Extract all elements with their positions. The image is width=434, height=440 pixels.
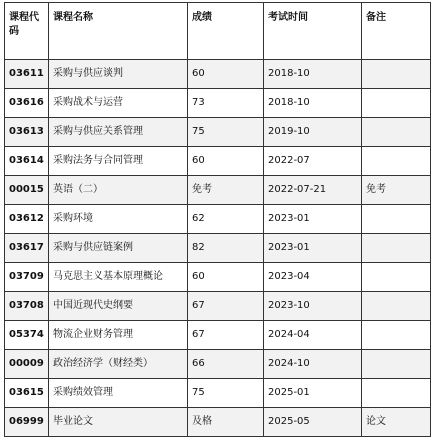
exam-time-cell: 2025-01 bbox=[264, 379, 362, 408]
exam-time-cell: 2024-04 bbox=[264, 321, 362, 350]
table-row bbox=[5, 205, 431, 234]
course-code-cell: 03615 bbox=[5, 379, 49, 408]
course-name-cell: 采购与供应链案例 bbox=[49, 234, 188, 263]
course-name-cell: 中国近现代史纲要 bbox=[49, 292, 188, 321]
score-cell: 免考 bbox=[188, 176, 264, 205]
exam-time-cell: 2024-10 bbox=[264, 350, 362, 379]
course-code-cell: 03616 bbox=[5, 89, 49, 118]
score-cell: 67 bbox=[188, 321, 264, 350]
course-code-cell: 03614 bbox=[5, 147, 49, 176]
table-row bbox=[5, 408, 431, 437]
table-row bbox=[5, 350, 431, 379]
header-score: 成绩 bbox=[188, 3, 264, 60]
table-row bbox=[5, 379, 431, 408]
grades-table-container bbox=[4, 2, 431, 437]
table-row bbox=[5, 176, 431, 205]
exam-time-cell: 2022-07 bbox=[264, 147, 362, 176]
score-cell: 73 bbox=[188, 89, 264, 118]
note-cell bbox=[362, 321, 431, 350]
course-name-cell: 采购环境 bbox=[49, 205, 188, 234]
table-row bbox=[5, 292, 431, 321]
exam-time-cell: 2023-04 bbox=[264, 263, 362, 292]
header-exam-time: 考试时间 bbox=[264, 3, 362, 60]
course-code-cell: 03612 bbox=[5, 205, 49, 234]
course-name-cell: 马克思主义基本原理概论 bbox=[49, 263, 188, 292]
course-name-cell: 采购与供应关系管理 bbox=[49, 118, 188, 147]
score-cell: 75 bbox=[188, 379, 264, 408]
course-code-cell: 03617 bbox=[5, 234, 49, 263]
exam-time-cell: 2018-10 bbox=[264, 60, 362, 89]
course-name-cell: 政治经济学（财经类） bbox=[49, 350, 188, 379]
note-cell bbox=[362, 263, 431, 292]
table-row bbox=[5, 234, 431, 263]
course-code-cell: 00015 bbox=[5, 176, 49, 205]
table-row bbox=[5, 89, 431, 118]
note-cell bbox=[362, 60, 431, 89]
note-cell bbox=[362, 234, 431, 263]
course-name-cell: 采购法务与合同管理 bbox=[49, 147, 188, 176]
header-row bbox=[5, 3, 431, 60]
note-cell: 免考 bbox=[362, 176, 431, 205]
note-cell bbox=[362, 292, 431, 321]
course-code-cell: 06999 bbox=[5, 408, 49, 437]
note-cell bbox=[362, 147, 431, 176]
note-cell: 论文 bbox=[362, 408, 431, 437]
header-course-name: 课程名称 bbox=[49, 3, 188, 60]
note-cell bbox=[362, 118, 431, 147]
exam-time-cell: 2023-01 bbox=[264, 205, 362, 234]
score-cell: 62 bbox=[188, 205, 264, 234]
note-cell bbox=[362, 350, 431, 379]
exam-time-cell: 2019-10 bbox=[264, 118, 362, 147]
exam-time-cell: 2022-07-21 bbox=[264, 176, 362, 205]
course-code-cell: 05374 bbox=[5, 321, 49, 350]
course-name-cell: 毕业论文 bbox=[49, 408, 188, 437]
course-code-cell: 03613 bbox=[5, 118, 49, 147]
course-code-cell: 00009 bbox=[5, 350, 49, 379]
score-cell: 67 bbox=[188, 292, 264, 321]
score-cell: 60 bbox=[188, 147, 264, 176]
table-row bbox=[5, 118, 431, 147]
score-cell: 60 bbox=[188, 60, 264, 89]
course-code-cell: 03709 bbox=[5, 263, 49, 292]
course-name-cell: 采购绩效管理 bbox=[49, 379, 188, 408]
course-name-cell: 物流企业财务管理 bbox=[49, 321, 188, 350]
exam-time-cell: 2023-01 bbox=[264, 234, 362, 263]
table-row bbox=[5, 147, 431, 176]
course-code-cell: 03611 bbox=[5, 60, 49, 89]
note-cell bbox=[362, 379, 431, 408]
table-row bbox=[5, 60, 431, 89]
course-name-cell: 英语（二） bbox=[49, 176, 188, 205]
exam-time-cell: 2018-10 bbox=[264, 89, 362, 118]
score-cell: 82 bbox=[188, 234, 264, 263]
score-cell: 及格 bbox=[188, 408, 264, 437]
note-cell bbox=[362, 89, 431, 118]
header-note: 备注 bbox=[362, 3, 431, 60]
score-cell: 60 bbox=[188, 263, 264, 292]
note-cell bbox=[362, 205, 431, 234]
grades-table bbox=[4, 2, 431, 437]
score-cell: 66 bbox=[188, 350, 264, 379]
header-course-code: 课程代码 bbox=[5, 3, 49, 60]
exam-time-cell: 2025-05 bbox=[264, 408, 362, 437]
course-name-cell: 采购与供应谈判 bbox=[49, 60, 188, 89]
score-cell: 75 bbox=[188, 118, 264, 147]
course-name-cell: 采购战术与运营 bbox=[49, 89, 188, 118]
course-code-cell: 03708 bbox=[5, 292, 49, 321]
table-row bbox=[5, 321, 431, 350]
exam-time-cell: 2023-10 bbox=[264, 292, 362, 321]
table-row bbox=[5, 263, 431, 292]
